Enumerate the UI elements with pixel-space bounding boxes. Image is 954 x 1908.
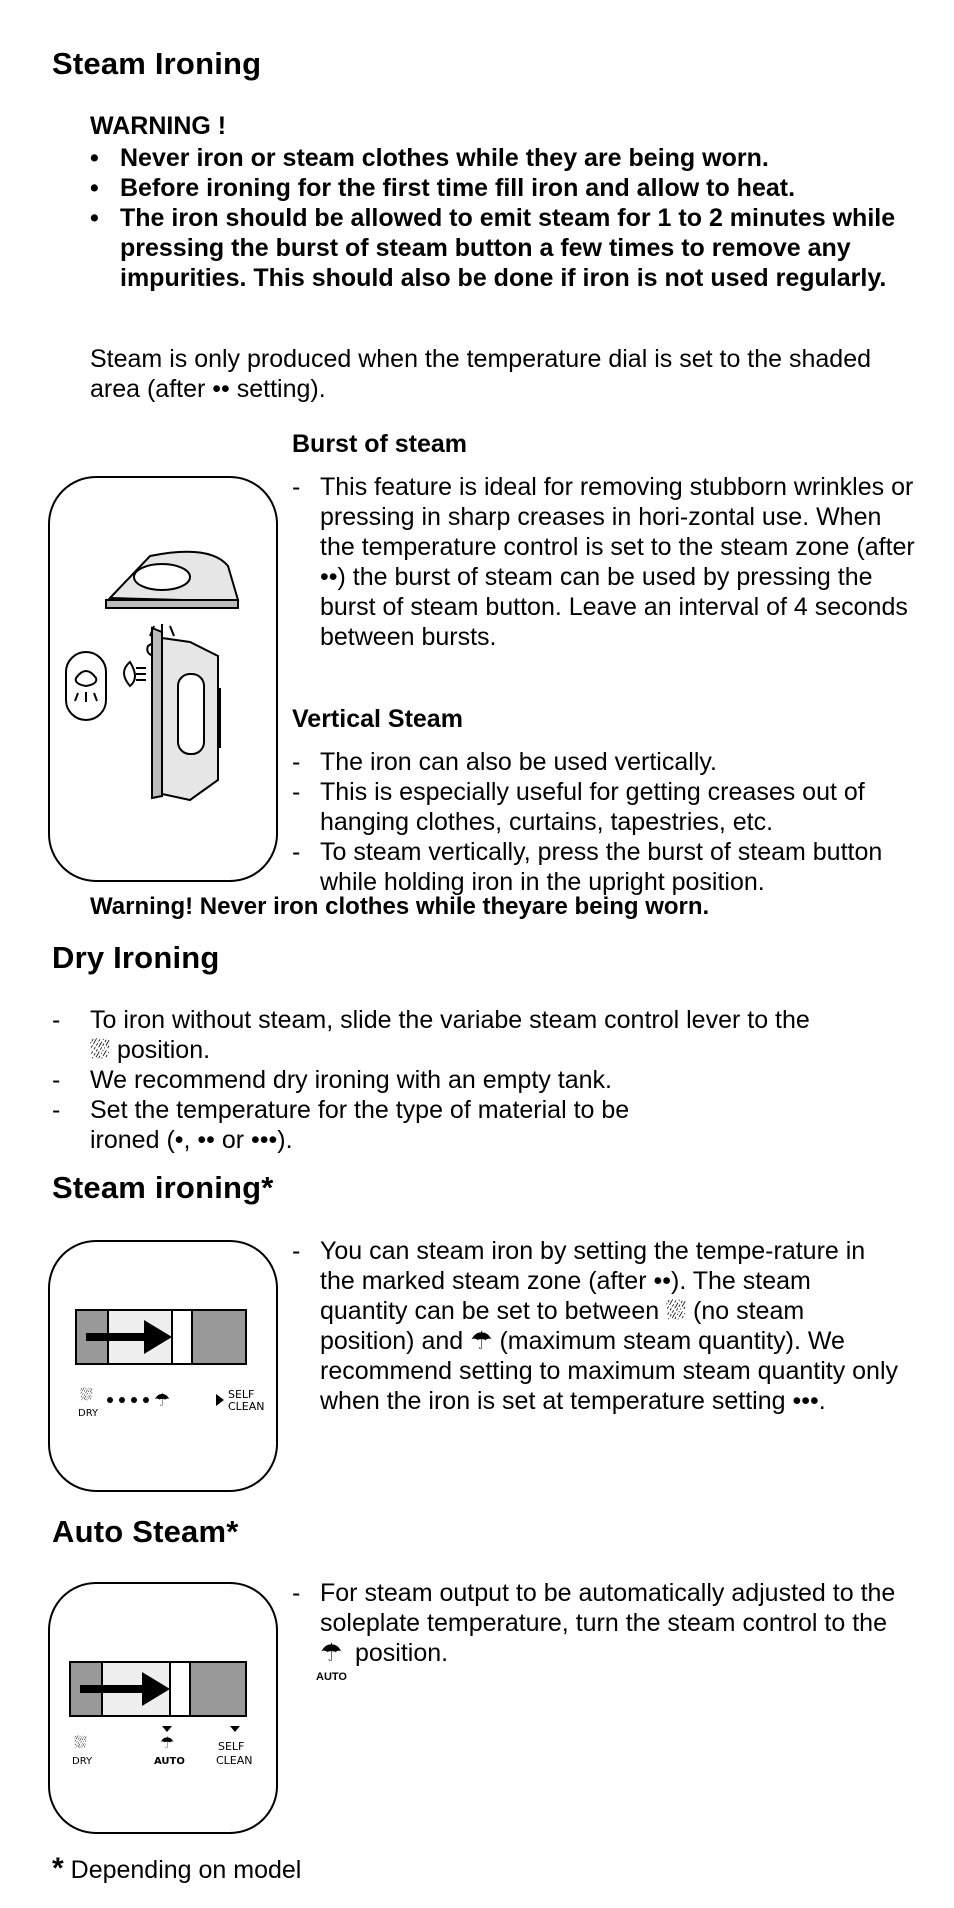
auto-tail: position. bbox=[354, 1639, 449, 1667]
auto-steam-figure bbox=[48, 1582, 278, 1834]
clean-label: CLEAN bbox=[216, 1754, 253, 1767]
self-label: SELF bbox=[218, 1740, 245, 1753]
self-label: SELF bbox=[228, 1388, 255, 1401]
auto-item: - For steam output to be automatically adjusted to the soleplate temperature, turn the steam control to the ☂ AUTO position. bbox=[292, 1578, 920, 1668]
steam-paragraph: Steam is only produced when the temperature dial is set to the shaded area (after •• setting). bbox=[90, 345, 872, 403]
footnote-star: * bbox=[52, 1852, 64, 1885]
list-item: - This is especially useful for getting creases out of hanging clothes, curtains, tapestries, etc. bbox=[292, 777, 932, 837]
warning-list bbox=[90, 143, 910, 293]
clean-label: CLEAN bbox=[228, 1400, 265, 1413]
dry-label: DRY bbox=[78, 1408, 99, 1419]
list-item: - You can steam iron by setting the tempe-rature in the marked steam zone (after ••). The steam quantity can be set to between ⛆ (no steam position) and ☂ (maximum steam quantity). We recommend setting to maximum steam quantity only when the iron is set at temperature setting •••. bbox=[292, 1236, 902, 1416]
auto-slider-illustration bbox=[50, 1584, 276, 1832]
vertical-list bbox=[292, 747, 932, 897]
list-item: - The iron can also be used vertically. bbox=[292, 747, 932, 777]
list-item: - To steam vertically, press the burst of steam button while holding iron in the upright position. bbox=[292, 837, 932, 897]
warning-item: • Before ironing for the first time fill iron and allow to heat. bbox=[90, 173, 910, 203]
burst-list bbox=[292, 472, 916, 652]
warning-item: • The iron should be allowed to emit steam for 1 to 2 minutes while pressing the burst of steam button a few times to remove any impurities. This should also be done if iron is not used regularly. bbox=[90, 203, 910, 293]
section-title-auto-steam: Auto Steam* bbox=[52, 1514, 239, 1549]
burst-title: Burst of steam bbox=[292, 430, 468, 458]
svg-text:⛆: ⛆ bbox=[74, 1733, 87, 1752]
auto-text: For steam output to be automatically adjusted to the soleplate temperature, turn the steam control to the bbox=[320, 1579, 896, 1637]
list-item: - To iron without steam, slide the variabe steam control lever to the ⛆ position. bbox=[52, 1005, 810, 1065]
vertical-warning: Warning! Never iron clothes while theyare being worn. bbox=[90, 893, 710, 920]
steam-control-figure bbox=[48, 1240, 278, 1492]
svg-text:☂: ☂ bbox=[160, 1733, 175, 1752]
section-title-steam-ironing-star: Steam ironing* bbox=[52, 1170, 274, 1205]
steam-slider-illustration bbox=[50, 1242, 276, 1490]
svg-text:⛆: ⛆ bbox=[80, 1385, 93, 1404]
dry-label: DRY bbox=[72, 1756, 93, 1767]
footnote bbox=[52, 1852, 301, 1886]
list-item: - We recommend dry ironing with an empty tank. bbox=[52, 1065, 912, 1095]
steam2-list bbox=[292, 1236, 902, 1416]
auto-label: AUTO bbox=[154, 1756, 185, 1767]
section-title-steam-ironing: Steam Ironing bbox=[52, 46, 262, 81]
iron-figure bbox=[48, 476, 278, 882]
warning-item: • Never iron or steam clothes while they are being worn. bbox=[90, 143, 910, 173]
section-title-dry-ironing: Dry Ironing bbox=[52, 940, 220, 975]
vertical-title: Vertical Steam bbox=[292, 705, 463, 733]
dry-list bbox=[52, 1005, 912, 1155]
footnote-text: Depending on model bbox=[70, 1856, 302, 1884]
list-item: - Set the temperature for the type of material to be ironed (•, •• or •••). bbox=[52, 1095, 690, 1155]
warning-title: WARNING ! bbox=[90, 112, 227, 140]
iron-illustration bbox=[50, 478, 276, 880]
auto-sub-label: AUTO bbox=[316, 1671, 347, 1683]
svg-text:☂: ☂ bbox=[154, 1390, 171, 1411]
list-item: - This feature is ideal for removing stubborn wrinkles or pressing in sharp creases in hori-zontal use. When the temperature control is set to the steam zone (after ••) the burst of steam can be used by pressing the burst of steam button. Leave an interval of 4 seconds between bursts. bbox=[292, 472, 916, 652]
